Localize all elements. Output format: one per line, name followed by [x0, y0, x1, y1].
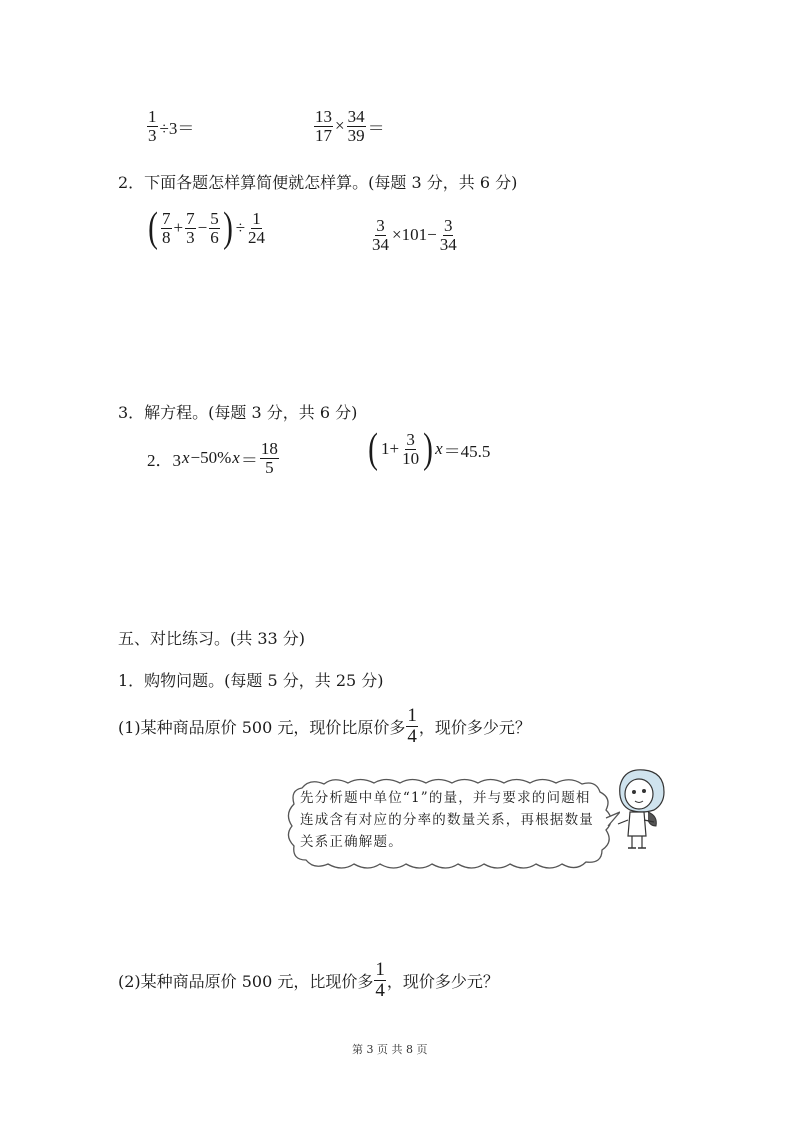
top-expr-b: $\frac{13}{17}$ × $\frac{34}{39}$ ＝	[315, 107, 385, 145]
q2-expr2: $\frac{3}{34}$ ×101− $\frac{3}{34}$	[372, 216, 457, 254]
fraction: $\frac{1}{4}$	[375, 959, 385, 1001]
q3-eq2: ( 1+ $\frac{3}{10}$ ) x ＝45.5	[368, 426, 491, 472]
tip-text: 先分析题中单位“1”的量，并与要求的问题相连成含有对应的分率的数量关系，再根据数量关系正确解题。	[300, 790, 594, 850]
q2-heading: 2．下面各题怎样算简便就怎样算。(每题 3 分，共 6 分)	[118, 173, 518, 192]
q3-eq1: 2．3 x −50% x ＝ $\frac{18}{5}$	[147, 439, 278, 477]
fraction: $\frac{3}{10}$	[402, 429, 420, 468]
fraction: $\frac{1}{24}$	[248, 208, 266, 247]
fraction: $\frac{5}{6}$	[210, 208, 219, 247]
fraction: $\frac{7}{8}$	[162, 208, 171, 247]
section5-sub1: 1．购物问题。(每题 5 分，共 25 分)	[118, 671, 384, 690]
left-paren: (	[368, 426, 378, 472]
problem-1: (1)某种商品原价 500 元，现价比原价多 $\frac{1}{4}$ ，现价多少元？	[118, 705, 531, 747]
cartoon-girl-icon	[606, 764, 670, 854]
page-footer: 第 3 页 共 8 页	[352, 1043, 428, 1056]
fraction: $\frac{1}{4}$	[407, 705, 417, 747]
fraction: $\frac{18}{5}$	[260, 439, 278, 477]
q2-expr1: ( $\frac{7}{8}$ + $\frac{7}{3}$ − $\frac{5}{6}$ ) ÷ $\frac{1}{24}$	[148, 205, 266, 251]
fraction: $\frac{7}{3}$	[186, 208, 195, 247]
q3-heading: 3．解方程。(每题 3 分，共 6 分)	[118, 403, 358, 422]
top-expr-a: $\frac{1}{3}$ ÷3＝	[148, 107, 195, 145]
right-paren: )	[423, 426, 433, 472]
fraction: $\frac{3}{34}$	[372, 216, 389, 254]
left-paren: (	[148, 205, 158, 251]
section5-heading: 五、对比练习。(共 33 分)	[118, 629, 306, 648]
fraction: $\frac{1}{3}$	[148, 107, 157, 145]
fraction: $\frac{3}{34}$	[439, 216, 457, 254]
problem-2: (2)某种商品原价 500 元，比现价多 $\frac{1}{4}$ ，现价多少元？	[118, 959, 499, 1001]
fraction: $\frac{13}{17}$	[315, 107, 332, 145]
right-paren: )	[222, 205, 233, 251]
fraction: $\frac{34}{39}$	[347, 107, 365, 145]
